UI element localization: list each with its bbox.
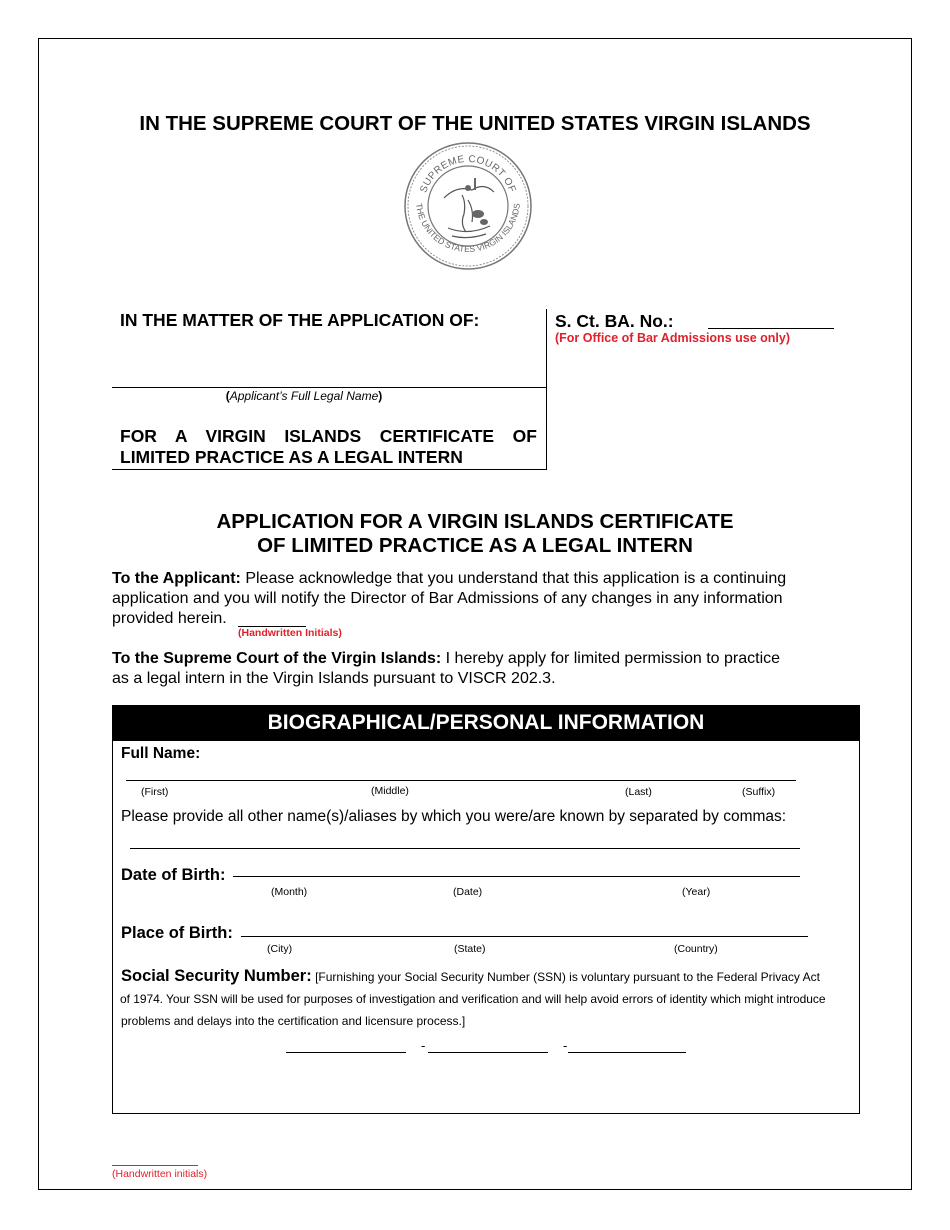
ssn-part3-field[interactable] xyxy=(568,1040,686,1053)
pob-part-city: (City) xyxy=(267,943,293,955)
pob-part-country: (Country) xyxy=(674,943,718,955)
matter-heading: IN THE MATTER OF THE APPLICATION OF: xyxy=(120,310,480,330)
ssn-note-line3: problems and delays into the certification and licensure process.] xyxy=(121,1014,466,1028)
ssn-part1-field[interactable] xyxy=(286,1040,406,1053)
to-court-line1: To the Supreme Court of the Virgin Islands: I hereby apply for limited permission to practice xyxy=(112,650,781,667)
to-applicant-line1: To the Applicant: Please acknowledge that you understand that this application is a continuing xyxy=(112,570,787,587)
dob-label: Date of Birth: xyxy=(121,866,226,884)
pob-part-state: (State) xyxy=(454,943,486,955)
svg-text:THE UNITED STATES VIRGIN ISLAN xyxy=(414,202,522,254)
ssn-note-line1: [Furnishing your Social Security Number (SSN) is voluntary pursuant to the Federal Privacy Act xyxy=(311,970,820,984)
ssn-note-line2: of 1974. Your SSN will be used for purposes of investigation and verification and will help avoid errors of identity which might introduce xyxy=(120,992,826,1006)
ssn-separator-1: - xyxy=(421,1038,426,1053)
footer-initials-label: (Handwritten initials) xyxy=(112,1168,208,1180)
applicant-initials-field[interactable] xyxy=(238,612,306,627)
applicant-name-line[interactable] xyxy=(112,387,546,388)
ssn-block xyxy=(121,965,856,1032)
court-title: IN THE SUPREME COURT OF THE UNITED STATES VIRGIN ISLANDS xyxy=(139,112,811,135)
pob-label: Place of Birth: xyxy=(121,924,233,942)
matter-for-line1: FOR A VIRGIN ISLANDS CERTIFICATE OF xyxy=(120,426,537,446)
name-part-first: (First) xyxy=(141,786,169,798)
full-name-label: Full Name: xyxy=(121,745,201,762)
dob-field[interactable] xyxy=(233,876,800,877)
name-part-suffix: (Suffix) xyxy=(742,786,776,798)
dob-part-date: (Date) xyxy=(453,886,483,898)
seal-bottom-text: THE UNITED STATES VIRGIN ISLANDS xyxy=(414,202,522,255)
seal-top-text: SUPREME COURT OF xyxy=(418,153,518,195)
case-number-note: (For Office of Bar Admissions use only) xyxy=(555,331,790,345)
matter-bottom-rule xyxy=(112,469,546,470)
applicant-initials-label: (Handwritten Initials) xyxy=(238,627,342,639)
ssn-part2-field[interactable] xyxy=(428,1040,548,1053)
bio-header: BIOGRAPHICAL/PERSONAL INFORMATION xyxy=(112,705,860,741)
ssn-separator-2: - xyxy=(563,1038,568,1053)
application-title: APPLICATION FOR A VIRGIN ISLANDS CERTIFICATE OF LIMITED PRACTICE AS A LEGAL INTERN xyxy=(216,510,734,557)
matter-divider xyxy=(546,309,547,470)
dob-part-year: (Year) xyxy=(682,886,711,898)
pob-field[interactable] xyxy=(241,936,808,937)
full-name-field[interactable] xyxy=(126,780,796,781)
name-part-middle: (Middle) xyxy=(371,785,409,797)
matter-for-line2: LIMITED PRACTICE AS A LEGAL INTERN xyxy=(120,447,463,467)
to-court-line2: as a legal intern in the Virgin Islands pursuant to VISCR 202.3. xyxy=(112,670,556,687)
aliases-prompt: Please provide all other name(s)/aliases by which you were/are known by separated by commas: xyxy=(121,808,787,825)
court-seal-icon xyxy=(402,140,534,272)
applicant-name-caption: (Applicant’s Full Legal Name) xyxy=(225,389,383,403)
to-applicant-line2: application and you will notify the Director of Bar Admissions of any changes in any information xyxy=(112,590,783,607)
name-part-last: (Last) xyxy=(625,786,652,798)
ssn-label: Social Security Number: xyxy=(121,967,312,985)
case-number-label: S. Ct. BA. No.: xyxy=(555,311,674,331)
dob-part-month: (Month) xyxy=(271,886,308,898)
case-number-field[interactable] xyxy=(708,312,834,329)
to-applicant-line3: provided herein. xyxy=(112,610,227,627)
footer-initials-field[interactable] xyxy=(112,1165,198,1166)
aliases-field[interactable] xyxy=(130,848,800,849)
